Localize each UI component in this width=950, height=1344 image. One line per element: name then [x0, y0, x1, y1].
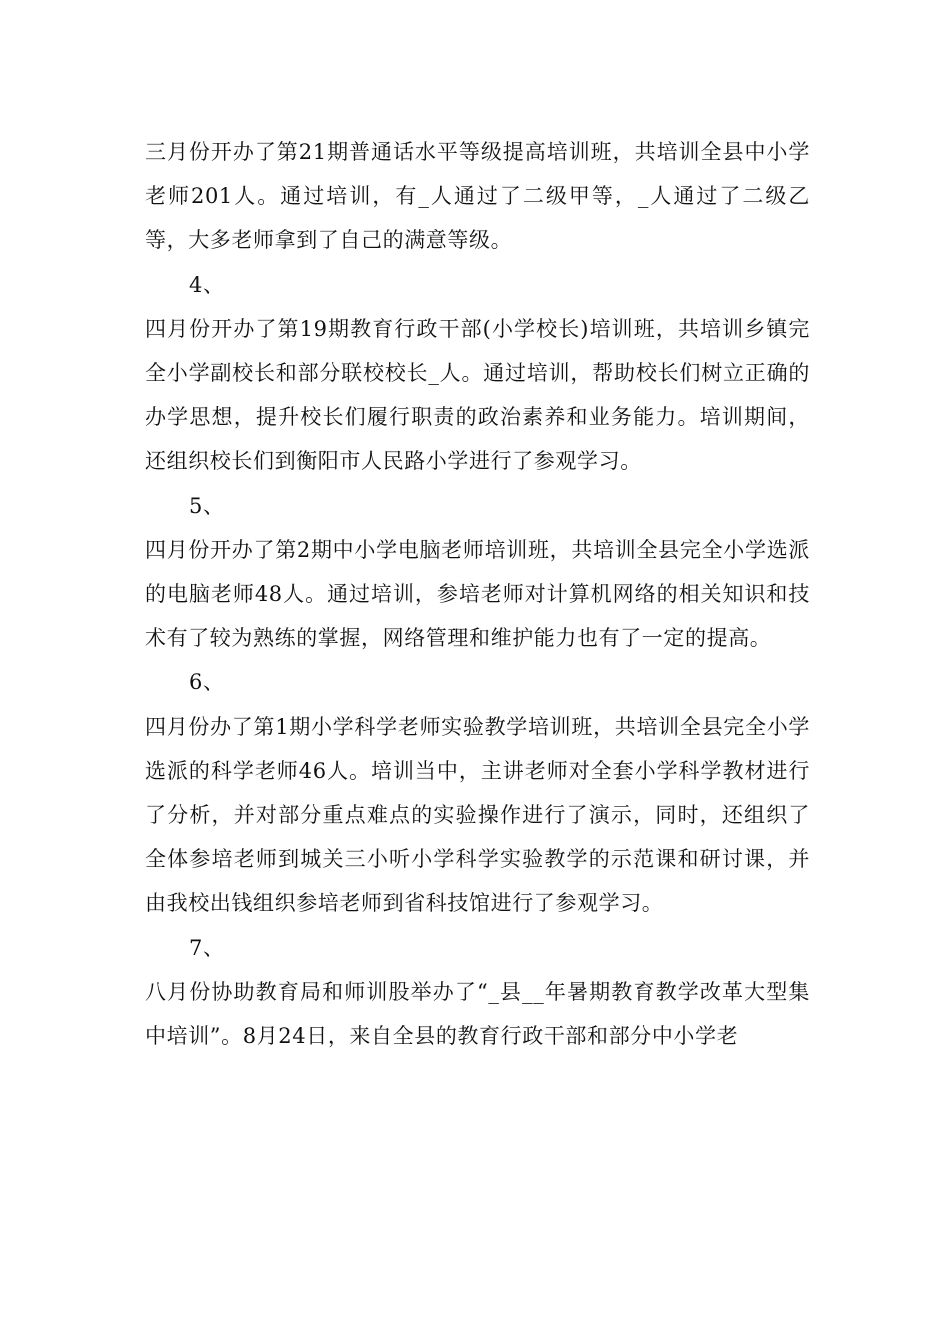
paragraph-item-3: 三月份开办了第21期普通话水平等级提高培训班，共培训全县中小学老师201人。通过培训，有_人通过了二级甲等，_人通过了二级乙等，大多老师拿到了自己的满意等级。: [145, 140, 810, 253]
item-number-5: 5、: [189, 493, 225, 518]
item-number-6: 6、: [189, 670, 225, 695]
paragraph-item-5: 四月份开办了第2期中小学电脑老师培训班，共培训全县完全小学选派的电脑老师48人。通过培训，参培老师对计算机网络的相关知识和技术有了较为熟练的掌握，网络管理和维护能力也有了一定的提高。: [145, 537, 810, 651]
document-body: [145, 130, 810, 1058]
item-number-4: 4、: [189, 272, 225, 297]
paragraph-item-4: 四月份开办了第19期教育行政干部(小学校长)培训班，共培训乡镇完全小学副校长和部分联校校长_人。通过培训，帮助校长们树立正确的办学思想，提升校长们履行职责的政治素养和业务能力。培训期间，还组织校长们到衡阳市人民路小学进行了参观学习。: [145, 316, 810, 474]
paragraph-item-7: 八月份协助教育局和师训股举办了“_县__年暑期教育教学改革大型集中培训”。8月24日，来自全县的教育行政干部和部分中小学老: [145, 979, 810, 1049]
item-number-7: 7、: [189, 935, 225, 960]
paragraph-item-6: 四月份办了第1期小学科学老师实验教学培训班，共培训全县完全小学选派的科学老师46人。培训当中，主讲老师对全套小学科学教材进行了分析，并对部分重点难点的实验操作进行了演示，同时，还组织了全体参培老师到城关三小听小学科学实验教学的示范课和研讨课，并由我校出钱组织参培老师到省科技馆进行了参观学习。: [145, 714, 810, 916]
